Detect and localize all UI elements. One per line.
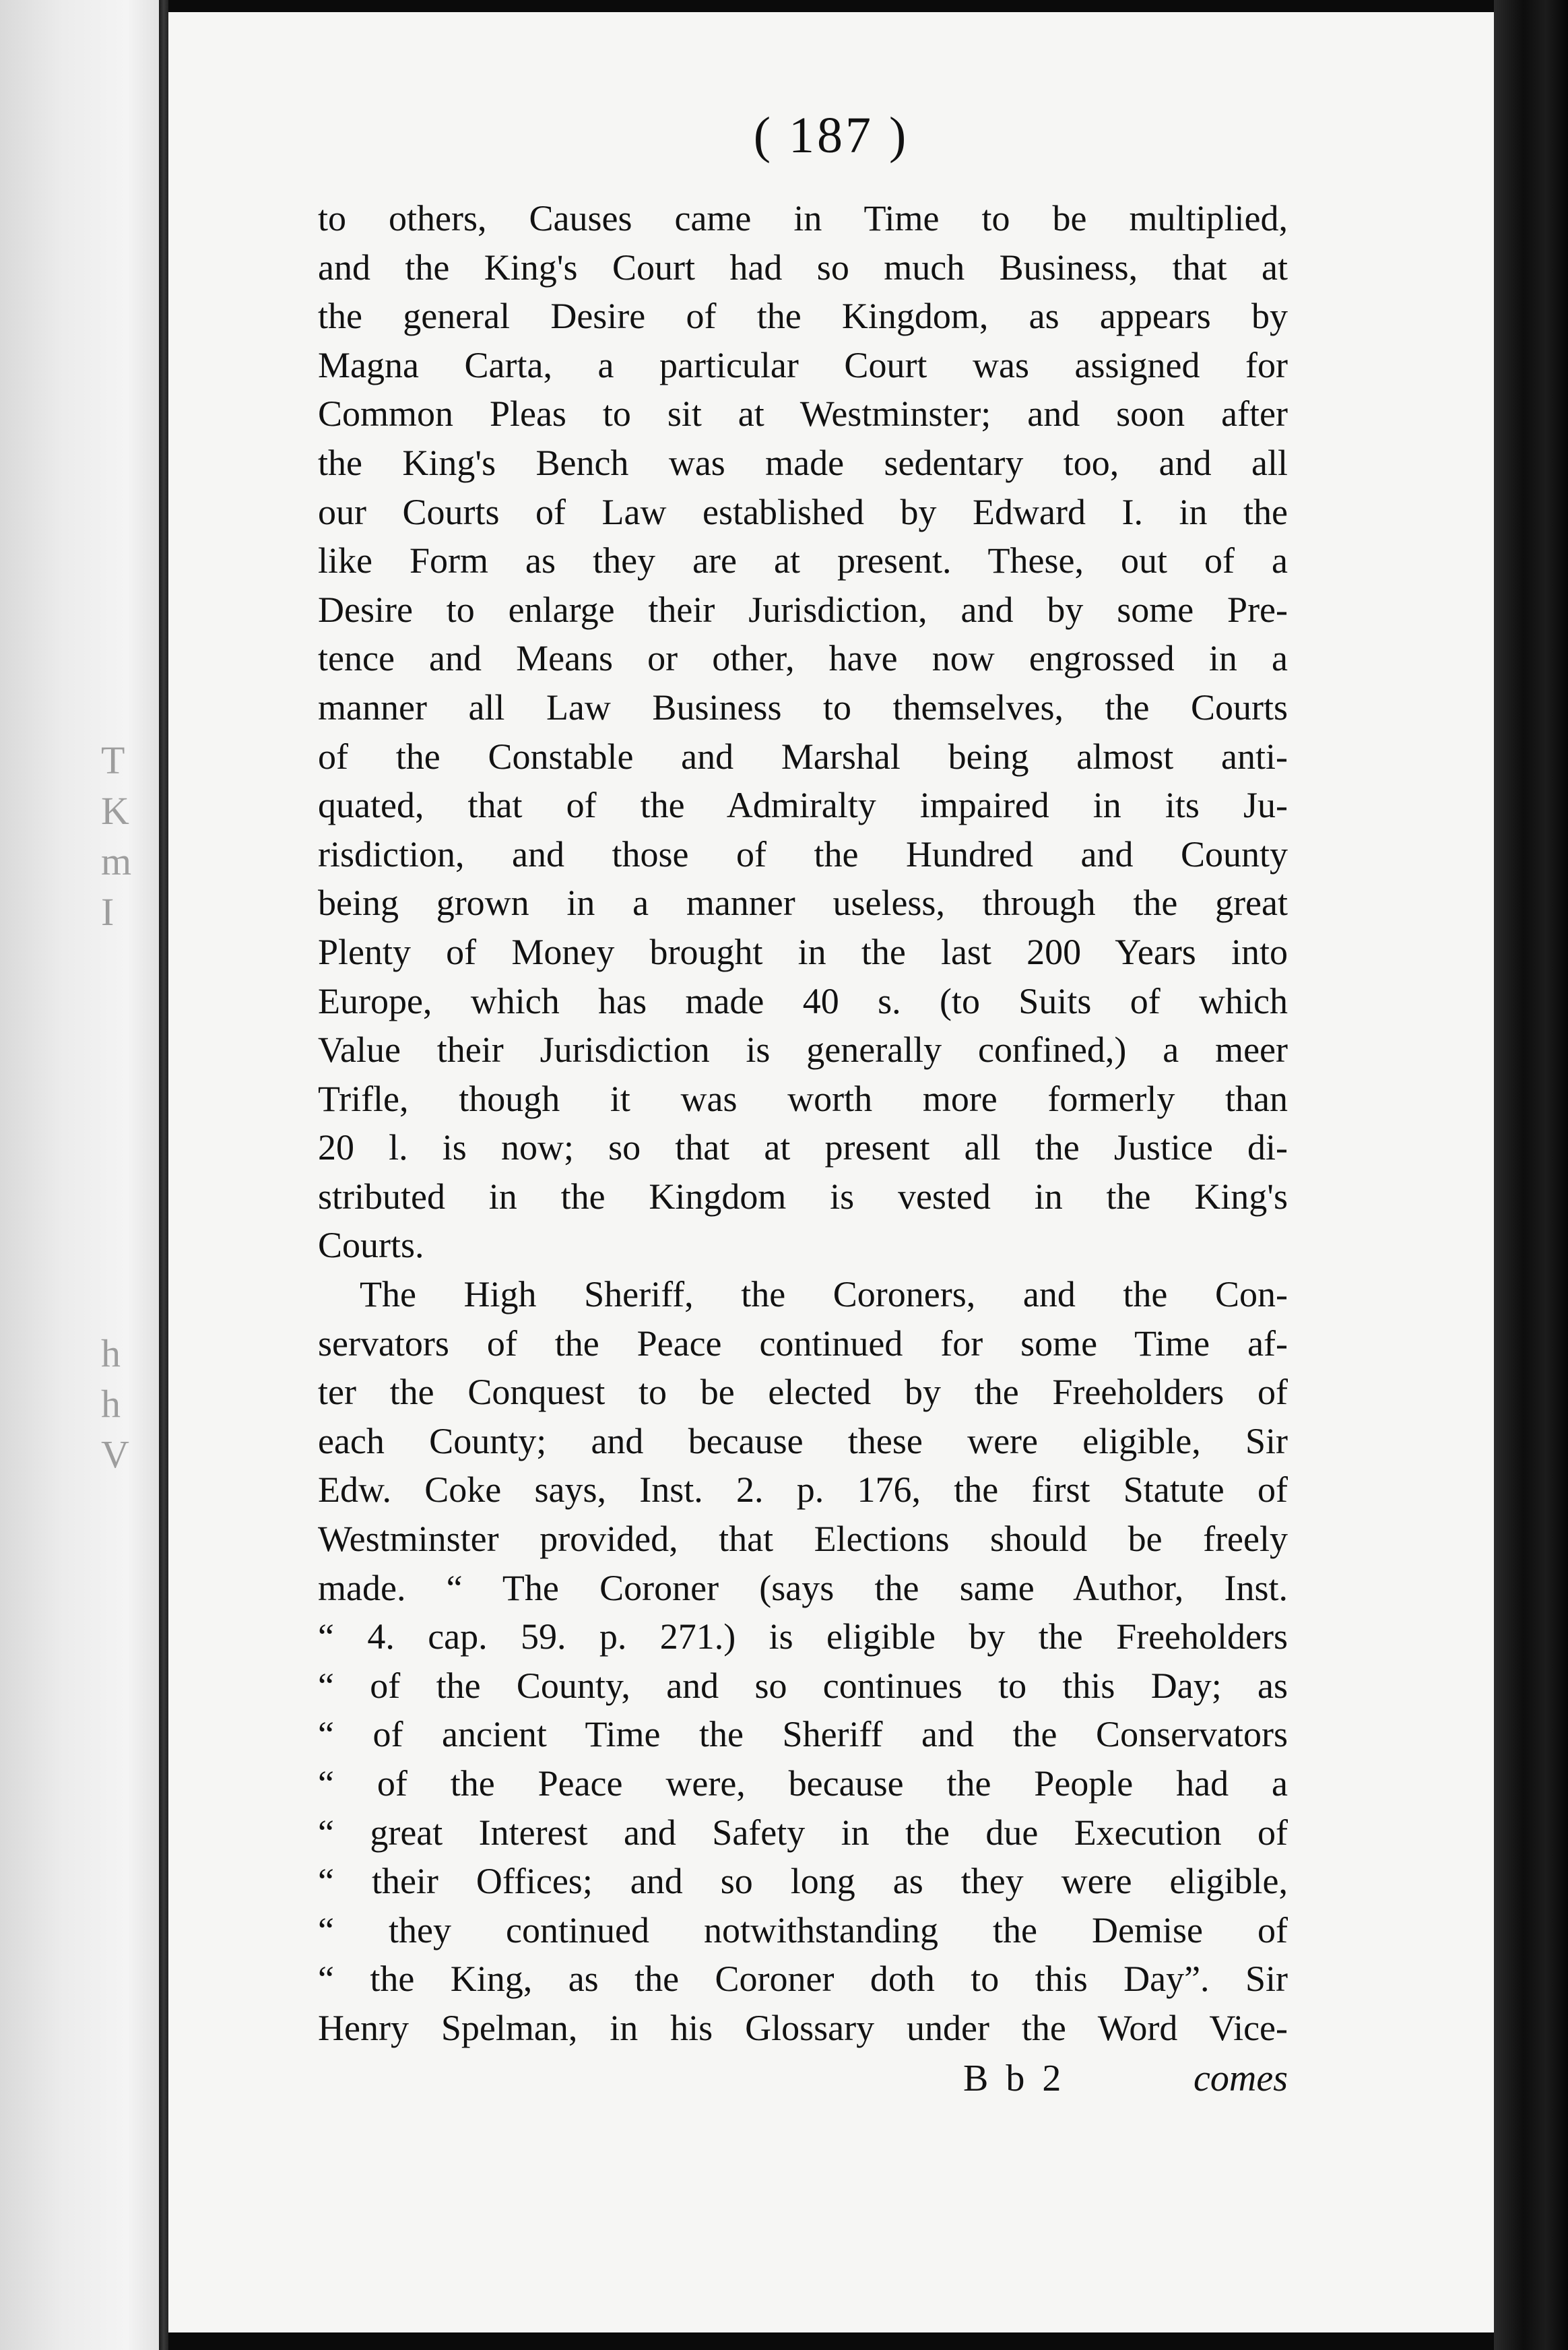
text-line: each County; and because these were eligible, Sir: [318, 1420, 1288, 1461]
text-line: made. “ The Coroner (says the same Author, Inst.: [318, 1567, 1288, 1608]
text-line: like Form as they are at present. These, out of a: [318, 540, 1288, 581]
text-line: the King's Bench was made sedentary too, and all: [318, 442, 1288, 483]
text-line: Courts.: [318, 1225, 424, 1266]
text-line: risdiction, and those of the Hundred and County: [318, 833, 1288, 875]
paragraph-2: [318, 1270, 1288, 2053]
catchword: comes: [1194, 2058, 1288, 2099]
facing-page: [0, 0, 159, 2350]
text-line: our Courts of Law established by Edward I. in the: [318, 491, 1288, 532]
text-line: “ they continued notwithstanding the Demise of: [318, 1909, 1288, 1950]
facing-page-glyph: h: [101, 1331, 121, 1375]
text-line: The High Sheriff, the Coroners, and the Con-: [360, 1274, 1288, 1315]
text-line: Common Pleas to sit at Westminster; and soon after: [318, 393, 1288, 435]
text-line: quated, that of the Admiralty impaired in its Ju-: [318, 785, 1288, 826]
text-line: to others, Causes came in Time to be multiplied,: [318, 198, 1288, 239]
text-line: “ their Offices; and so long as they were eligible,: [318, 1861, 1288, 1902]
text-line: of the Constable and Marshal being almost anti-: [318, 736, 1288, 777]
text-line: “ 4. cap. 59. p. 271.) is eligible by the Freeholders: [318, 1616, 1288, 1657]
text-line: “ of the Peace were, because the People had a: [318, 1763, 1288, 1804]
text-line: tence and Means or other, have now engrossed in a: [318, 638, 1288, 679]
page-edge: [1494, 0, 1568, 2350]
paragraph-1: [318, 194, 1288, 1270]
text-line: servators of the Peace continued for some Time af-: [318, 1323, 1288, 1364]
book-gutter: [159, 0, 168, 2350]
text-line: “ of the County, and so continues to this Day; as: [318, 1665, 1288, 1706]
text-line: 20 l. is now; so that at present all the Justice di-: [318, 1127, 1288, 1168]
text-line: being grown in a manner useless, through the great: [318, 883, 1288, 924]
page-footer: [318, 2057, 1288, 2111]
text-line: Value their Jurisdiction is generally confined,) a meer: [318, 1029, 1288, 1071]
text-line: Europe, which has made 40 s. (to Suits of which: [318, 980, 1288, 1021]
text-line: Trifle, though it was worth more formerly than: [318, 1078, 1288, 1119]
text-line: “ the King, as the Coroner doth to this Day”. Sir: [318, 1959, 1288, 2000]
facing-page-glyph: m: [101, 839, 132, 883]
page-number: ( 187 ): [753, 107, 909, 164]
text-line: Edw. Coke says, Inst. 2. p. 176, the first Statute of: [318, 1469, 1288, 1511]
text-line: Desire to enlarge their Jurisdiction, and by some Pre-: [318, 589, 1288, 630]
text-line: Henry Spelman, in his Glossary under the Word Vice-: [318, 2007, 1288, 2048]
facing-page-glyph: T: [101, 738, 125, 782]
page-text: [318, 194, 1288, 2053]
facing-page-glyph: V: [101, 1432, 129, 1476]
text-line: stributed in the Kingdom is vested in the King's: [318, 1176, 1288, 1217]
facing-page-glyph: h: [101, 1382, 121, 1426]
text-line: the general Desire of the Kingdom, as appears by: [318, 296, 1288, 337]
text-line: ter the Conquest to be elected by the Freeholders of: [318, 1372, 1288, 1413]
text-line: manner all Law Business to themselves, the Courts: [318, 687, 1288, 728]
text-line: Westminster provided, that Elections should be freely: [318, 1519, 1288, 1560]
text-line: “ great Interest and Safety in the due Execution of: [318, 1812, 1288, 1853]
book-page: [168, 12, 1494, 2332]
text-line: Magna Carta, a particular Court was assigned for: [318, 344, 1288, 385]
text-line: and the King's Court had so much Business, that at: [318, 247, 1288, 288]
signature-mark: B b 2: [963, 2058, 1066, 2099]
facing-page-glyph: K: [101, 789, 129, 833]
facing-page-glyph: I: [101, 890, 115, 934]
text-line: Plenty of Money brought in the last 200 Years into: [318, 931, 1288, 972]
text-line: “ of ancient Time the Sheriff and the Conservators: [318, 1714, 1288, 1755]
